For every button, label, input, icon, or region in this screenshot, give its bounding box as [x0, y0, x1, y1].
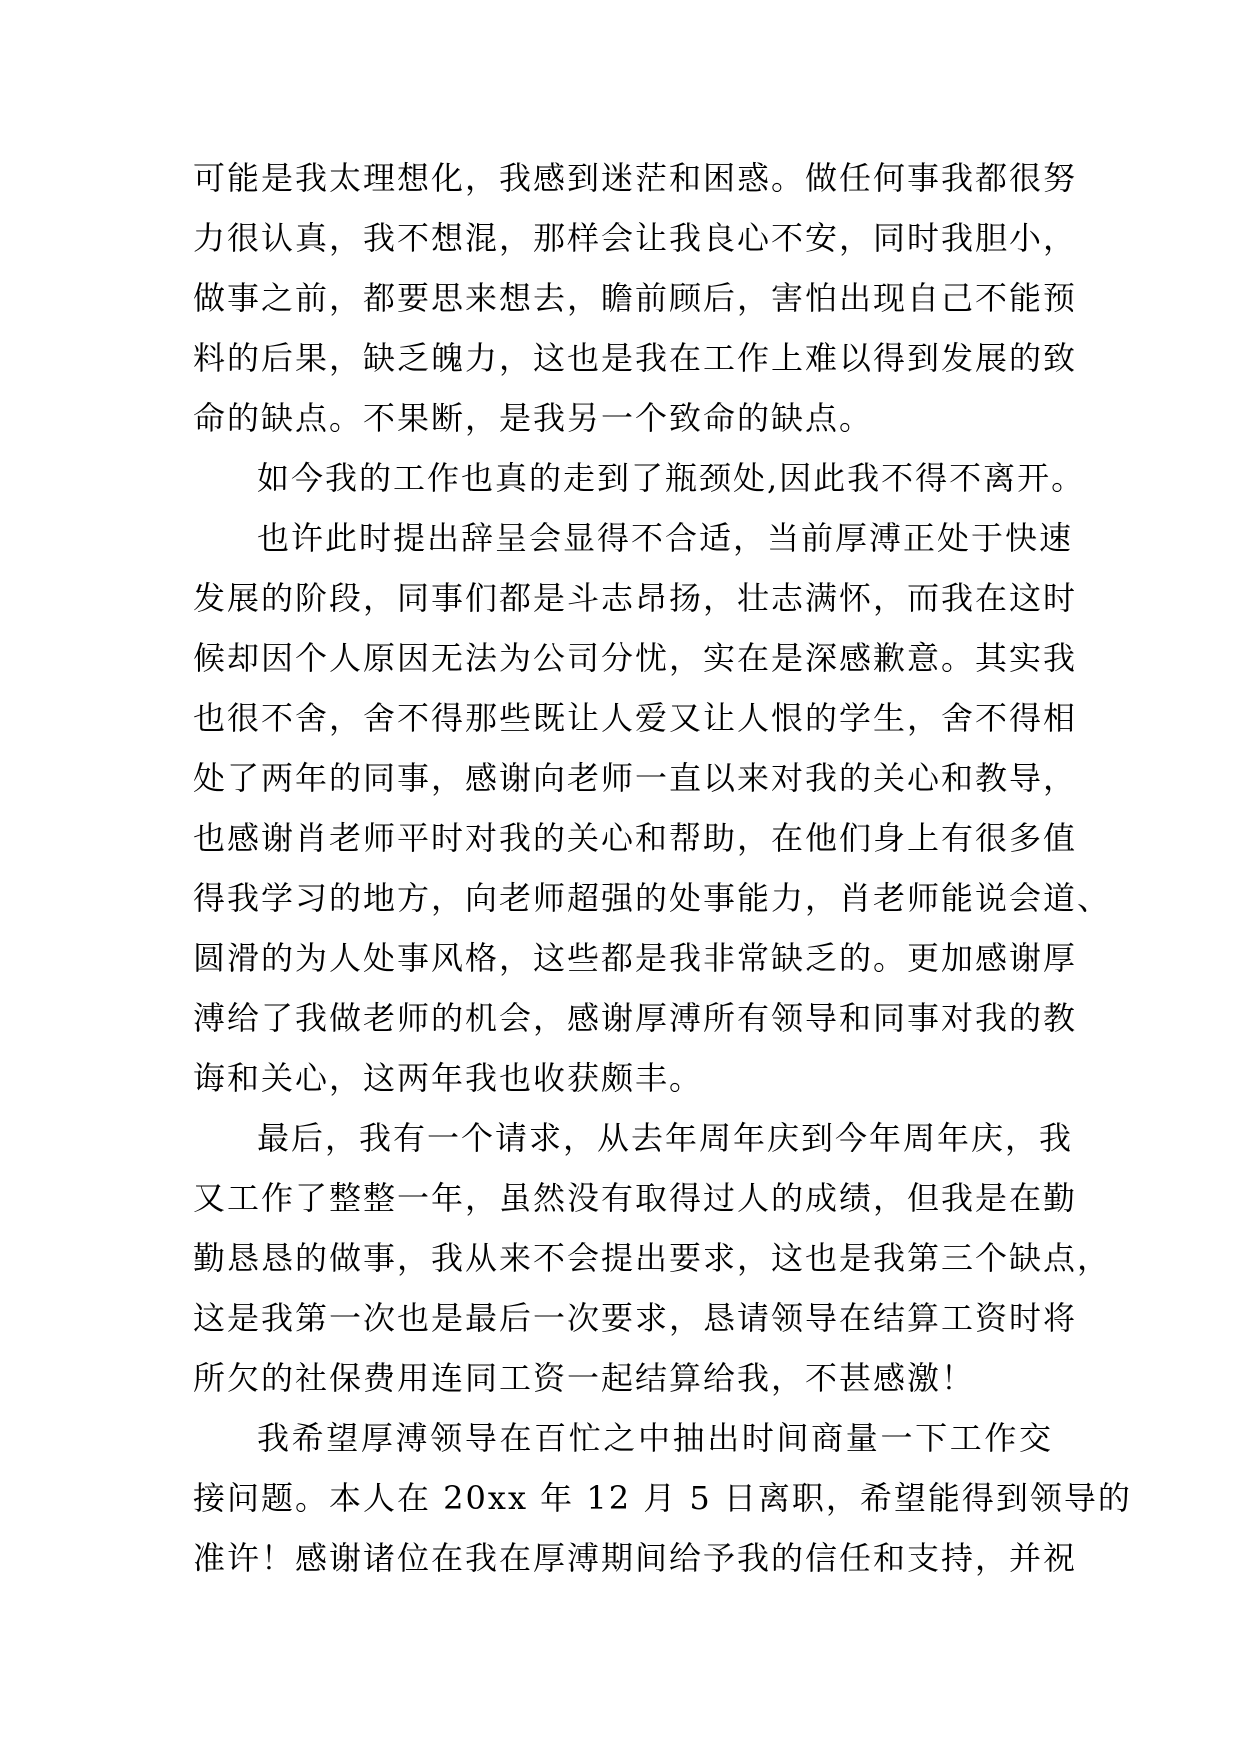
text-line: 也许此时提出辞呈会显得不合适，当前厚溥正处于快速 [257, 519, 1074, 557]
text-line: 所欠的社保费用连同工资一起结算给我，不甚感激！ [193, 1359, 976, 1397]
text-line: 力很认真，我不想混，那样会让我良心不安，同时我胆小， [193, 219, 1078, 257]
text-line: 可能是我太理想化，我感到迷茫和困惑。做任何事我都很努 [193, 159, 1078, 197]
text-line: 处了两年的同事，感谢向老师一直以来对我的关心和教导， [193, 759, 1078, 797]
text-line: 溥给了我做老师的机会，感谢厚溥所有领导和同事对我的教 [193, 999, 1078, 1037]
text-line: 准许！感谢诸位在我在厚溥期间给予我的信任和支持，并祝 [193, 1539, 1078, 1577]
text-line: 这是我第一次也是最后一次要求，恳请领导在结算工资时将 [193, 1299, 1078, 1337]
text-line: 得我学习的地方，向老师超强的处事能力，肖老师能说会道、 [193, 879, 1112, 917]
document-body [193, 148, 1132, 1588]
paragraph-2 [193, 448, 1086, 508]
text-line: 命的缺点。不果断，是我另一个致命的缺点。 [193, 399, 874, 437]
text-line: 如今我的工作也真的走到了瓶颈处,因此我不得不离开。 [257, 459, 1086, 497]
paragraph-3 [193, 508, 1112, 1108]
text-line: 我希望厚溥领导在百忙之中抽出时间商量一下工作交 [257, 1419, 1053, 1457]
text-line: 发展的阶段，同事们都是斗志昂扬，壮志满怀，而我在这时 [193, 579, 1078, 617]
text-line: 候却因个人原因无法为公司分忧，实在是深感歉意。其实我 [193, 639, 1078, 677]
text-line: 诲和关心，这两年我也收获颇丰。 [193, 1059, 704, 1097]
text-line: 也很不舍，舍不得那些既让人爱又让人恨的学生，舍不得相 [193, 699, 1078, 737]
text-line: 又工作了整整一年，虽然没有取得过人的成绩，但我是在勤 [193, 1179, 1078, 1217]
text-line: 料的后果，缺乏魄力，这也是我在工作上难以得到发展的致 [193, 339, 1078, 377]
text-line: 圆滑的为人处事风格，这些都是我非常缺乏的。更加感谢厚 [193, 939, 1078, 977]
paragraph-5 [193, 1408, 1132, 1588]
text-line: 最后，我有一个请求，从去年周年庆到今年周年庆，我 [257, 1119, 1074, 1157]
text-line: 勤恳恳的做事，我从来不会提出要求，这也是我第三个缺点， [193, 1239, 1112, 1277]
paragraph-4 [193, 1108, 1112, 1408]
text-line: 也感谢肖老师平时对我的关心和帮助，在他们身上有很多值 [193, 819, 1078, 857]
text-line: 接问题。本人在 20xx 年 12 月 5 日离职，希望能得到领导的 [193, 1479, 1132, 1517]
text-line: 做事之前，都要思来想去，瞻前顾后，害怕出现自己不能预 [193, 279, 1078, 317]
paragraph-1 [193, 148, 1078, 448]
